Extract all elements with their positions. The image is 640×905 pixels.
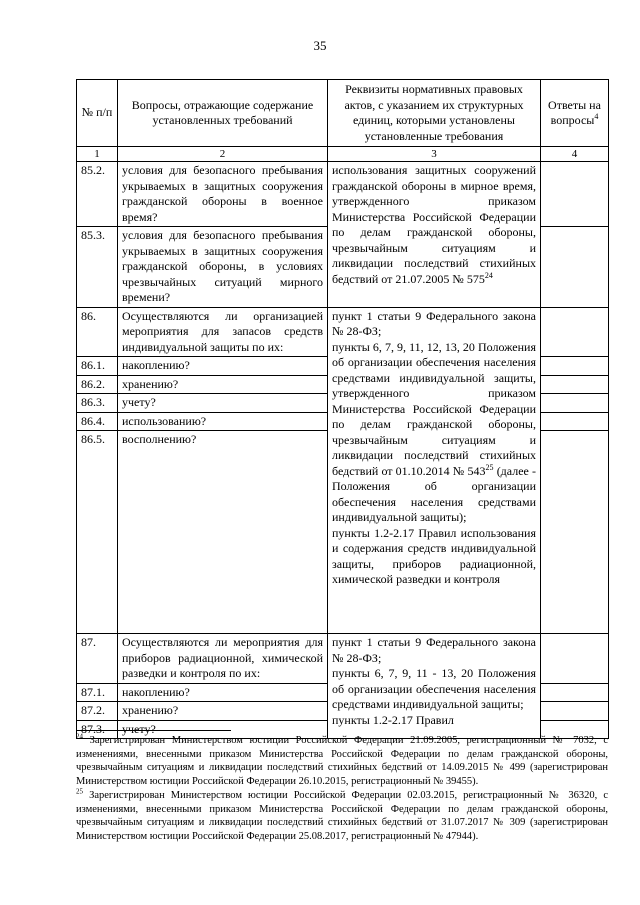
row-question: учету?: [118, 394, 328, 413]
column-number: 2: [118, 147, 328, 162]
row-number: 85.2.: [77, 162, 118, 227]
page-number: 35: [313, 38, 327, 53]
column-number-row: [77, 147, 609, 162]
footnotes: [76, 730, 608, 844]
table-row: [77, 634, 609, 684]
answer-cell[interactable]: [541, 702, 609, 721]
table-row: [77, 162, 609, 227]
answer-cell[interactable]: [541, 431, 609, 634]
row-requisites: [328, 307, 541, 634]
answer-cell[interactable]: [541, 683, 609, 702]
answer-cell[interactable]: [541, 394, 609, 413]
requisites-item: [332, 340, 536, 526]
answer-cell[interactable]: [541, 307, 609, 357]
footnote-mark: 25: [76, 787, 83, 796]
row-question: Осуществляются ли мероприятия для приборов радиационной, химической разведки и контроля по их:: [118, 634, 328, 684]
row-question: использованию?: [118, 412, 328, 431]
header-num: № п/п: [77, 80, 118, 147]
answer-cell[interactable]: [541, 375, 609, 394]
requisites-text: пункты 6, 7, 9, 11, 12, 13, 20 Положения об организации обеспечения населения средствами индивидуальной защиты, утвержденного приказом Министерства Российской Федерации по делам гражданской обороны, чрезвычайным ситуациям и ликвидации последствий стихийных бедствий от 01.10.2014 № 543: [332, 339, 536, 478]
row-question: накоплению?: [118, 683, 328, 702]
requisites-item: пункты 6, 7, 9, 11 - 13, 20 Положения об организации обеспечения населения средствами индивидуальной защиты;: [332, 666, 536, 711]
footnote-text: Зарегистрирован Министерством юстиции Российской Федерации 02.03.2015, регистрационный № 36320, с изменениями, внесенными приказом Министерства Российской Федерации по делам гражданской обороны, чрезвычайным ситуациям и ликвидации последствий стихийных бедствий от 31.07.2017 № 309 (зарегистрирован Министерством юстиции Российской Федерации 25.08.2017, регистрационный № 47944).: [76, 790, 608, 842]
row-question: хранению?: [118, 702, 328, 721]
answer-cell[interactable]: [541, 412, 609, 431]
row-number: 87.: [77, 634, 118, 684]
header-answers-text: Ответы на вопросы: [548, 97, 601, 127]
table-row: [77, 307, 609, 357]
row-question: учету?: [118, 720, 328, 739]
row-number: 86.5.: [77, 431, 118, 634]
footnote-25: [76, 789, 608, 843]
requisites-item: пункты 1.2-2.17 Правил: [332, 712, 454, 727]
requirements-table: [76, 79, 609, 739]
row-number: 86.3.: [77, 394, 118, 413]
row-requisites: [328, 634, 541, 739]
header-questions: Вопросы, отражающие содержание установленных требований: [118, 80, 328, 147]
requisites-item: пункт 1 статьи 9 Федерального закона № 28-ФЗ;: [332, 635, 536, 665]
column-number: 3: [328, 147, 541, 162]
row-number: 87.2.: [77, 702, 118, 721]
column-number: 4: [541, 147, 609, 162]
requisites-text: использования защитных сооружений гражданской обороны в мирное время, утвержденного приказом Министерства Российской Федерации по делам гражданской обороны, чрезвычайным ситуациям и ликвидации последствий стихийных бедствий от 21.07.2005 № 575: [332, 163, 536, 286]
footnote-divider: [76, 730, 231, 731]
footnote-text: Зарегистрирован Министерством юстиции Российской Федерации 21.09.2005, регистрационный № 7032, с изменениями, внесенными приказом Министерства Российской Федерации по делам гражданской обороны, чрезвычайным ситуациям и ликвидации последствий стихийных бедствий от 14.09.2015 № 499 (зарегистрирован Министерством юстиции Российской Федерации 26.10.2015, регистрационный № 39455).: [76, 735, 608, 787]
column-number: 1: [77, 147, 118, 162]
row-question: условия для безопасного пребывания укрываемых в защитных сооружения гражданской обороны в военное время?: [118, 162, 328, 227]
requisites-item: пункты 1.2-2.17 Правил использования и содержания средств индивидуальной защиты, приборов радиационной, химической разведки и контроля: [332, 525, 536, 586]
header-answers-footnote-mark: 4: [594, 112, 599, 121]
row-question: восполнению?: [118, 431, 328, 634]
footnote-ref: 25: [485, 462, 494, 472]
answer-cell[interactable]: [541, 357, 609, 376]
row-number: 87.3.: [77, 720, 118, 739]
requisites-text: (далее - Положения об организации обеспечения населения средствами индивидуальной защиты);: [332, 463, 536, 524]
footnote-ref: 24: [484, 270, 493, 280]
row-number: 87.1.: [77, 683, 118, 702]
footnote-24: [76, 734, 608, 788]
footnote-mark: 24: [76, 732, 83, 741]
row-requisites: [328, 162, 541, 308]
answer-cell[interactable]: [541, 227, 609, 308]
row-number: 86.2.: [77, 375, 118, 394]
row-number: 86.1.: [77, 357, 118, 376]
row-number: 85.3.: [77, 227, 118, 308]
header-answers: [541, 80, 609, 147]
header-requisites: Реквизиты нормативных правовых актов, с указанием их структурных единиц, которыми установлены установленные требования: [328, 80, 541, 147]
row-question: Осуществляются ли организацией мероприятия для запасов средств индивидуальной защиты по их:: [118, 307, 328, 357]
row-question: накоплению?: [118, 357, 328, 376]
requisites-item: пункт 1 статьи 9 Федерального закона № 28-ФЗ;: [332, 308, 536, 338]
answer-cell[interactable]: [541, 162, 609, 227]
row-number: 86.: [77, 307, 118, 357]
answer-cell[interactable]: [541, 634, 609, 684]
row-number: 86.4.: [77, 412, 118, 431]
row-question: условия для безопасного пребывания укрываемых в защитных сооружения гражданской обороны, в условиях чрезвычайных ситуаций мирного времени?: [118, 227, 328, 308]
row-question: хранению?: [118, 375, 328, 394]
table-header-row: [77, 80, 609, 147]
